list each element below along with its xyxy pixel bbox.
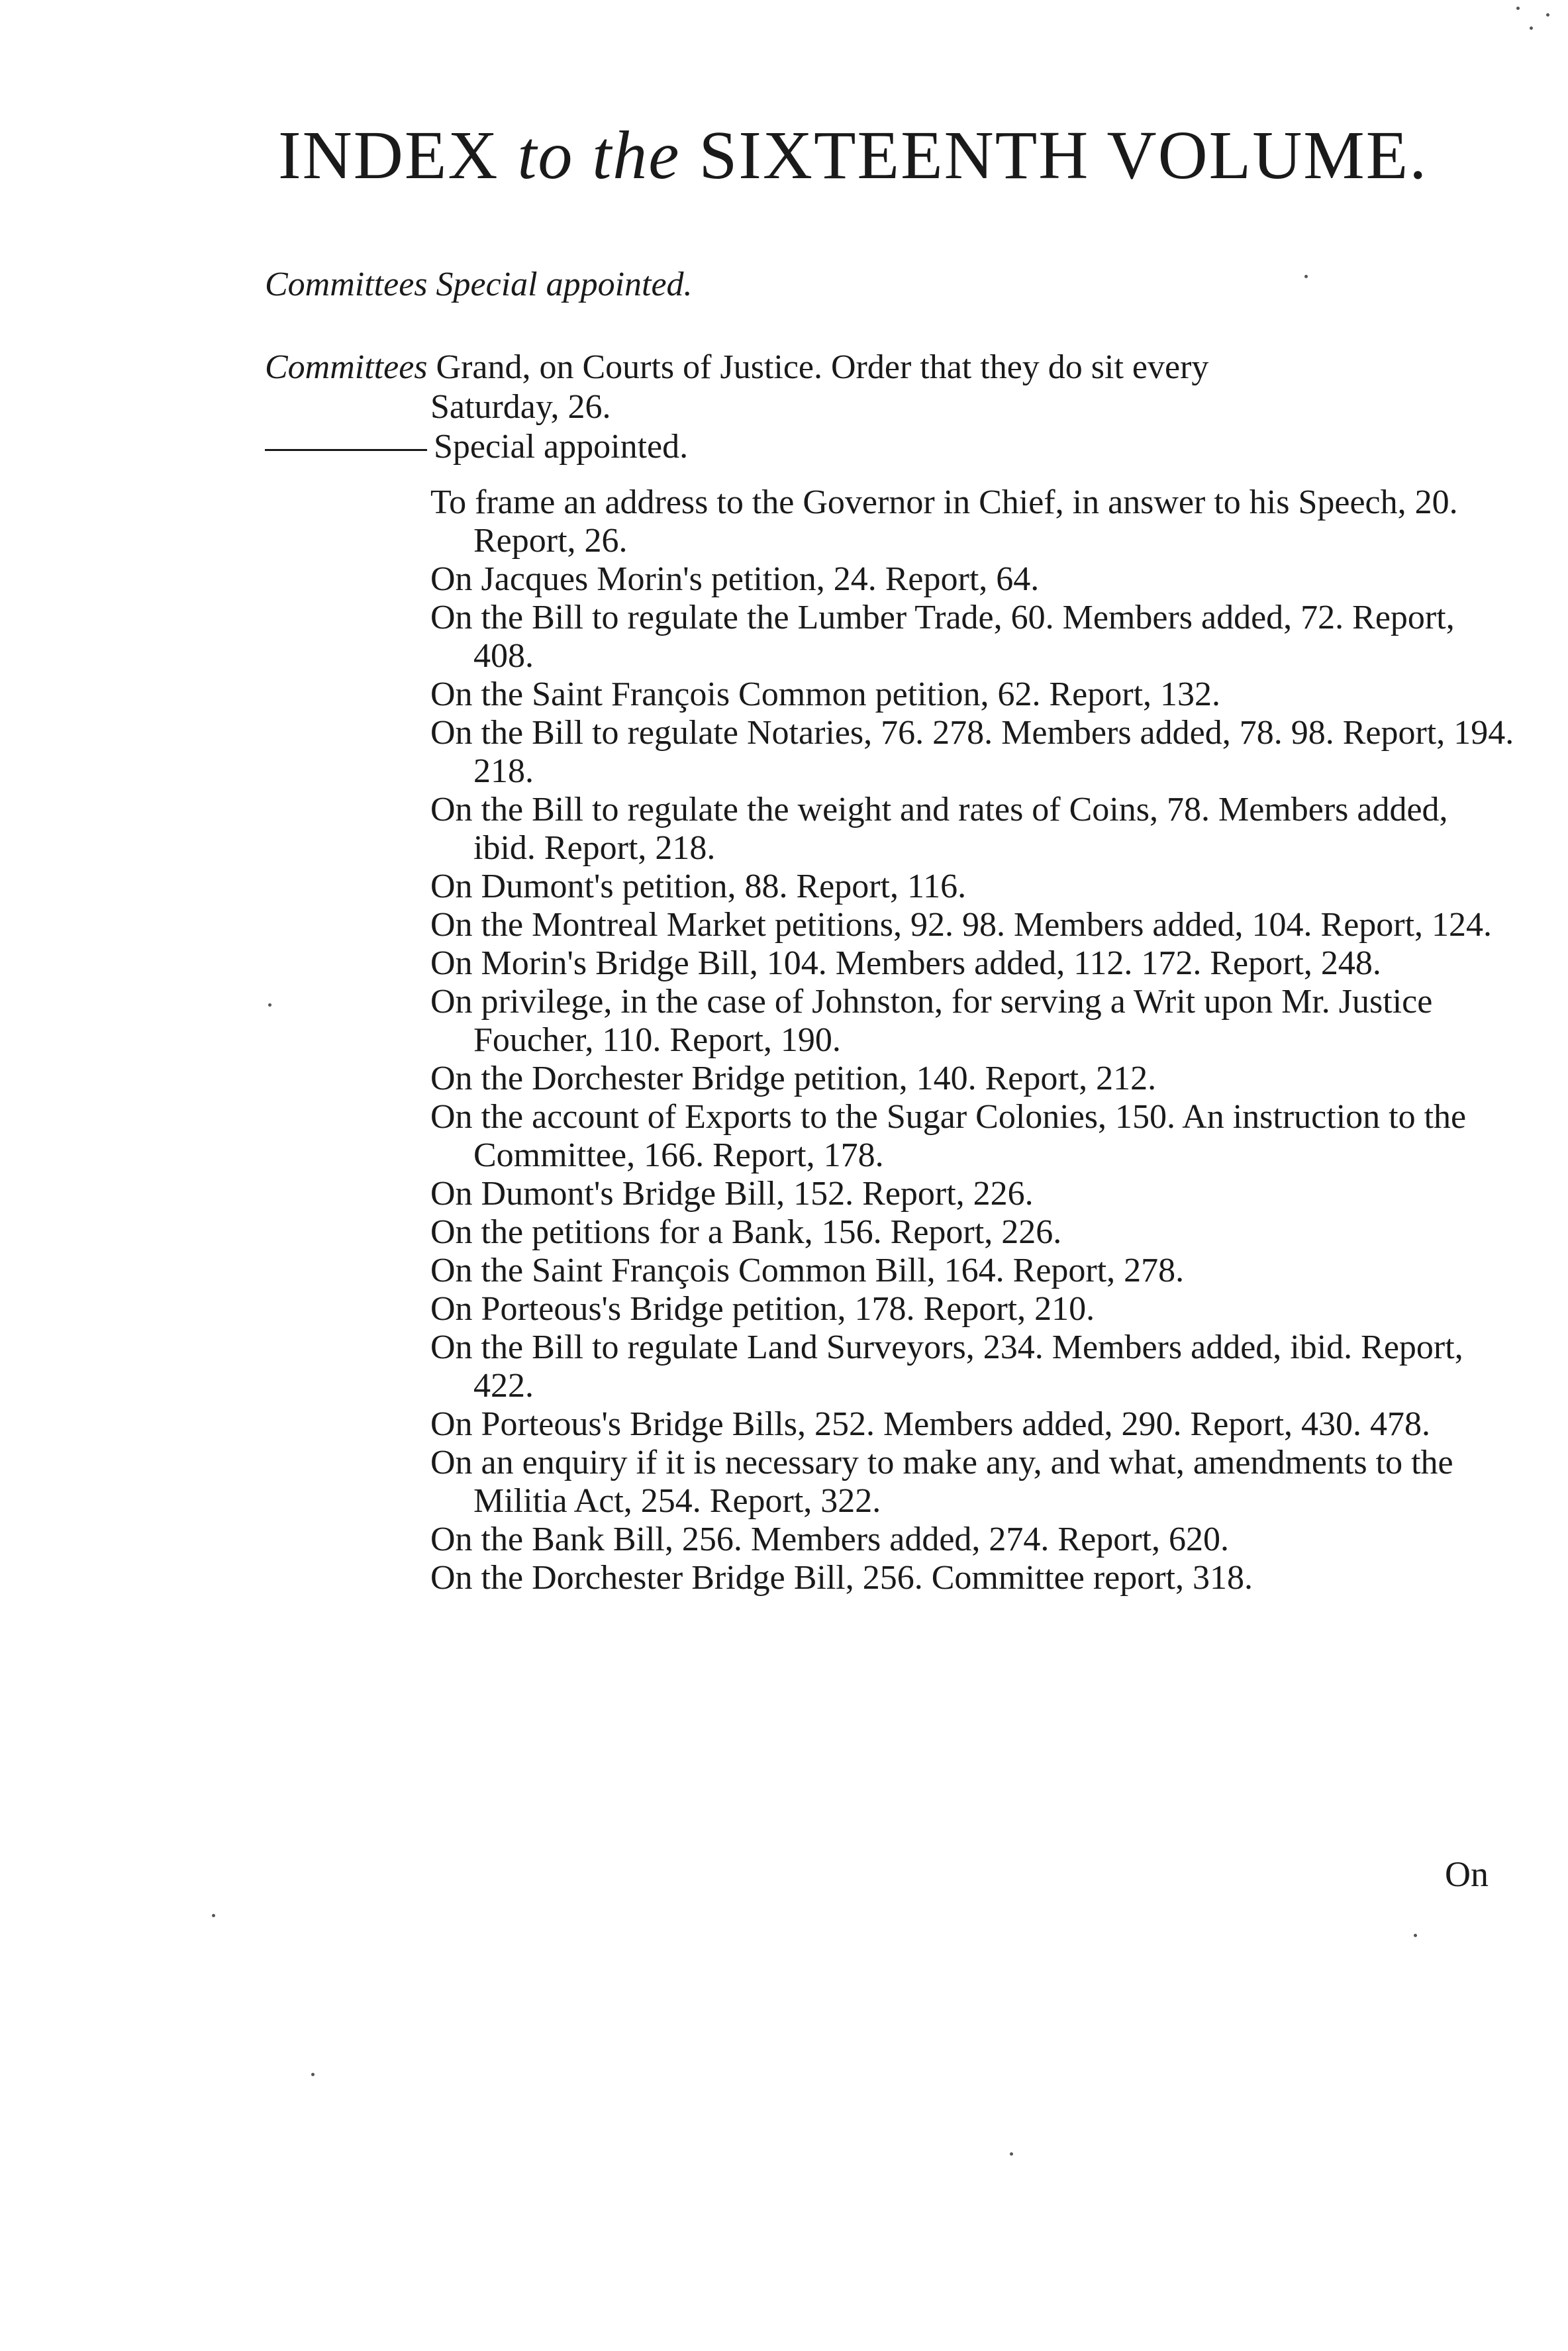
sub-entry: On privilege, in the case of Johnston, for serving a Writ upon Mr. Justice Foucher, 110. Report, 190. xyxy=(430,983,1433,1059)
main-entry-line1: Grand, on Courts of Justice. Order that they do sit every xyxy=(436,348,1209,386)
dash-entry xyxy=(265,427,688,467)
dash-rule xyxy=(265,449,427,451)
sub-entry: On the Saint François Common Bill, 164. Report, 278. xyxy=(430,1252,1185,1289)
scan-speck xyxy=(212,1914,215,1917)
main-entry-lead: Committees xyxy=(265,348,428,386)
scan-speck xyxy=(1414,1934,1417,1937)
scan-speck xyxy=(311,2073,315,2076)
dash-entry-text: Special appointed. xyxy=(434,428,689,466)
catchword: On xyxy=(1445,1854,1489,1894)
scan-speck xyxy=(1304,275,1308,278)
sub-entry: On the Dorchester Bridge Bill, 256. Committee report, 318. xyxy=(430,1559,1253,1597)
scan-speck xyxy=(1010,2152,1013,2156)
sub-entry: On the Bill to regulate the Lumber Trade, 60. Members added, 72. Report, 408. xyxy=(430,599,1455,675)
title-main: INDEX xyxy=(278,117,499,193)
sub-entry: On an enquiry if it is necessary to make any, and what, amendments to the Militia Act, 254. Report, 322. xyxy=(430,1444,1453,1520)
sub-entry: On the Bill to regulate Notaries, 76. 278. Members added, 78. 98. Report, 194. 218. xyxy=(430,714,1514,790)
sub-entry: On the Bill to regulate Land Surveyors, 234. Members added, ibid. Report, 422. xyxy=(430,1328,1463,1405)
sub-entry: On Dumont's petition, 88. Report, 116. xyxy=(430,868,967,905)
sub-entry: On Porteous's Bridge petition, 178. Report, 210. xyxy=(430,1290,1095,1328)
sub-entry: To frame an address to the Governor in Chief, in answer to his Speech, 20. Report, 26. xyxy=(430,483,1458,560)
sub-entry: On the petitions for a Bank, 156. Report, 226. xyxy=(430,1213,1062,1251)
sub-entry: On Morin's Bridge Bill, 104. Members added, 112. 172. Report, 248. xyxy=(430,944,1381,982)
sub-entry: On Porteous's Bridge Bills, 252. Members added, 290. Report, 430. 478. xyxy=(430,1405,1431,1443)
sub-entry: On the Bank Bill, 256. Members added, 274. Report, 620. xyxy=(430,1521,1229,1558)
sub-entry: On the Montreal Market petitions, 92. 98. Members added, 104. Report, 124. xyxy=(430,906,1493,944)
sub-entry: On the Bill to regulate the weight and rates of Coins, 78. Members added, ibid. Report, 218. xyxy=(430,791,1448,867)
page-title xyxy=(278,113,1536,199)
main-entry-line2: Saturday, 26. xyxy=(430,388,611,426)
sub-entry: On Dumont's Bridge Bill, 152. Report, 226. xyxy=(430,1175,1034,1213)
title-rest: SIXTEENTH VOLUME. xyxy=(699,117,1428,193)
main-entry xyxy=(265,348,1510,427)
sub-entry: On Jacques Morin's petition, 24. Report, 64. xyxy=(430,560,1040,598)
scan-speck xyxy=(1516,7,1520,10)
sub-entry: On the Saint François Common petition, 62. Report, 132. xyxy=(430,675,1221,713)
sub-entry-list xyxy=(430,483,1516,1597)
section-heading: Committees Special appointed. xyxy=(265,266,693,303)
scan-speck xyxy=(268,1003,271,1007)
scan-speck xyxy=(1530,26,1533,30)
title-italic: to the xyxy=(517,117,681,193)
sub-entry: On the Dorchester Bridge petition, 140. Report, 212. xyxy=(430,1060,1157,1097)
scan-speck xyxy=(1546,13,1549,17)
sub-entry: On the account of Exports to the Sugar Colonies, 150. An instruction to the Committee, 166. Report, 178. xyxy=(430,1098,1467,1174)
